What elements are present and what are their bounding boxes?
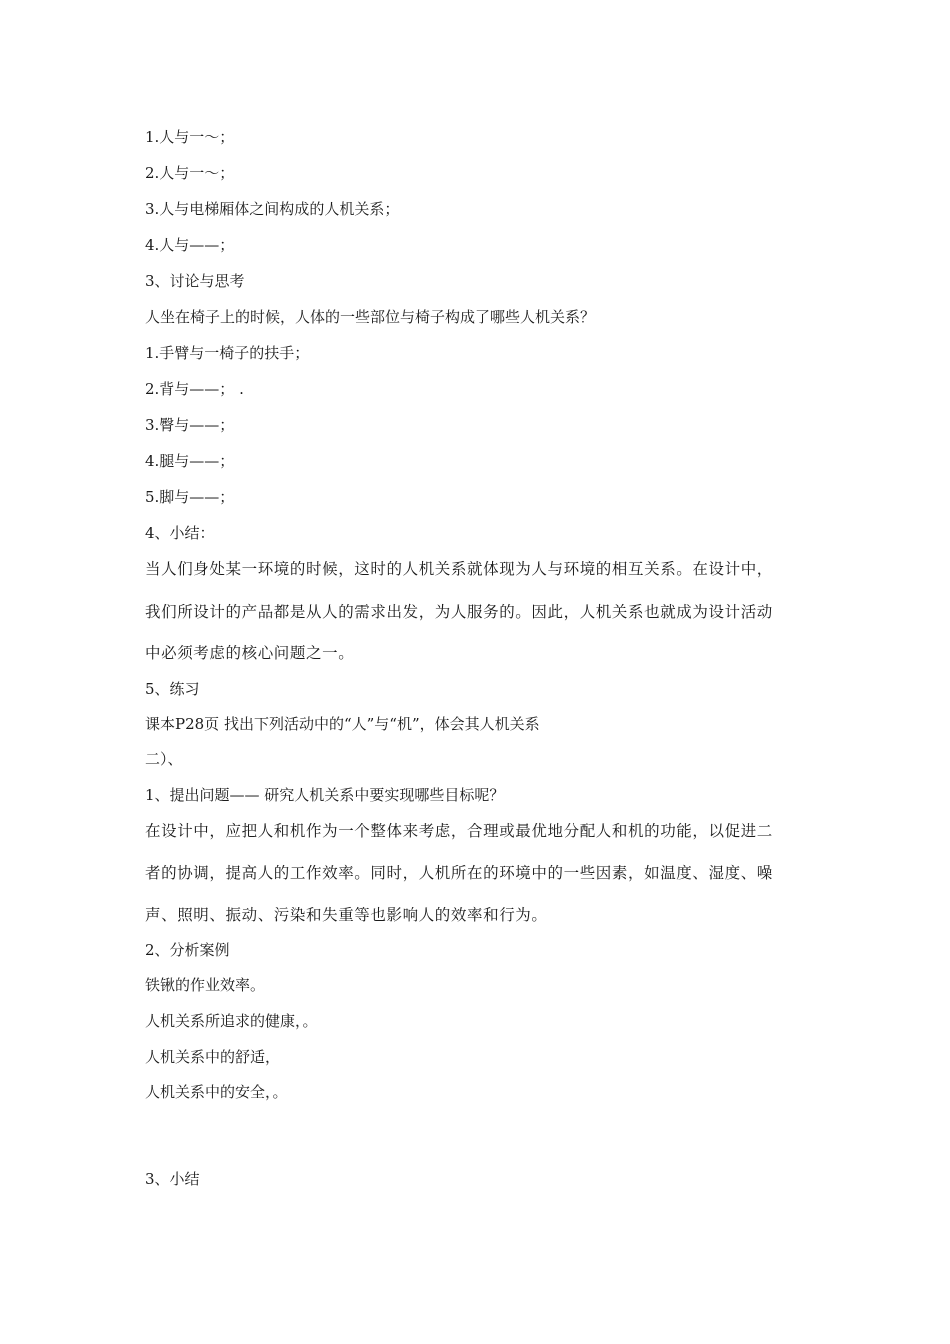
section-heading-case-analysis: 2、分析案例: [145, 941, 230, 959]
case-item-efficiency: 铁锹的作业效率。: [145, 976, 266, 994]
summary-paragraph-line-3: 中必须考虑的核心问题之一。: [145, 644, 355, 662]
case-item-comfort: 人机关系中的舒适，: [145, 1048, 281, 1066]
list-item-2: 2.人与一～；: [145, 164, 235, 182]
section-heading-part-two: 二）、: [145, 750, 183, 768]
section-heading-discussion: 3、讨论与思考: [145, 272, 245, 290]
list-item-1: 1.人与一～；: [145, 128, 235, 146]
list-item-3: 3.人与电梯厢体之间构成的人机关系；: [145, 200, 400, 218]
case-item-health: 人机关系所追求的健康，。: [145, 1012, 318, 1030]
question-text: 人坐在椅子上的时候，人体的一些部位与椅子构成了哪些人机关系？: [145, 308, 596, 326]
list-item-4: 4.人与——；: [145, 236, 235, 254]
section-heading-practice: 5、练习: [145, 680, 200, 698]
summary-paragraph-line-1: 当人们身处某一环境的时候，这时的人机关系就体现为人与环境的相互关系。在设计中，: [145, 560, 773, 578]
chair-item-4: 4.腿与——；: [145, 452, 235, 470]
question-heading: 1、提出问题—— 研究人机关系中要实现哪些目标呢？: [145, 786, 505, 804]
design-paragraph-line-1: 在设计中，应把人和机作为一个整体来考虑，合理或最优地分配人和机的功能，以促进二: [145, 822, 773, 840]
chair-item-5: 5.脚与——；: [145, 488, 235, 506]
chair-item-1: 1.手臂与一椅子的扶手；: [145, 344, 310, 362]
chair-item-3: 3.臀与——；: [145, 416, 235, 434]
design-paragraph-line-3: 声、照明、振动、污染和失重等也影响人的效率和行为。: [145, 906, 548, 924]
section-heading-summary: 4、小结：: [145, 524, 215, 542]
chair-item-2: 2.背与——； .: [145, 380, 244, 398]
summary-paragraph-line-2: 我们所设计的产品都是从人的需求出发，为人服务的。因此，人机关系也就成为设计活动: [145, 603, 773, 621]
design-paragraph-line-2: 者的协调，提高人的工作效率。同时，人机所在的环境中的一些因素，如温度、湿度、噪: [145, 864, 773, 882]
section-heading-conclusion: 3、小结: [145, 1170, 200, 1188]
case-item-safety: 人机关系中的安全，。: [145, 1083, 288, 1101]
practice-text: 课本P28页 找出下列活动中的“人”与“机”，体会其人机关系: [145, 715, 540, 733]
